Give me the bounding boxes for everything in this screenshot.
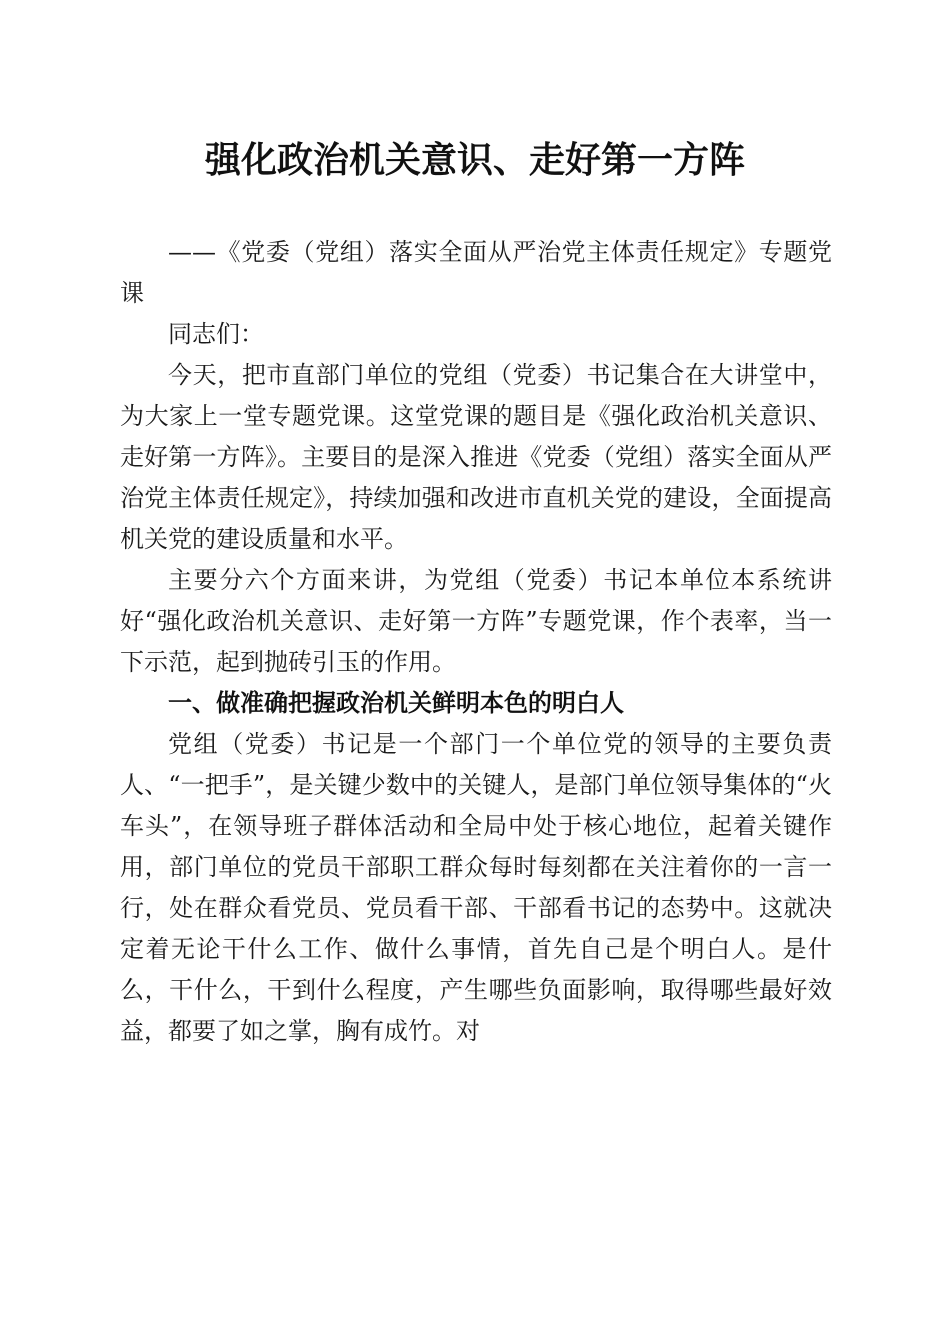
document-title: 强化政治机关意识、走好第一方阵 [204,139,745,181]
salutation: 同志们： [168,320,264,348]
document-subtitle: ——《党委（党组）落实全面从严治党主体责任规定》专题党课 [120,238,832,307]
document-body [120,232,832,1052]
paragraph-outline: 主要分六个方面来讲，为党组（党委）书记本单位本系统讲好“强化政治机关意识、走好第一方阵”专题党课，作个表率，当一下示范，起到抛砖引玉的作用。 [120,566,832,676]
section-paragraph: 党组（党委）书记是一个部门一个单位党的领导的主要负责人、“一把手”，是关键少数中的关键人，是部门单位领导集体的“火车头”，在领导班子群体活动和全局中处于核心地位，起着关键作用，部门单位的党员干部职工群众每时每刻都在关注着你的一言一行，处在群众看党员、党员看干部、干部看书记的态势中。这就决定着无论干什么工作、做什么事情，首先自己是个明白人。是什么，干什么，干到什么程度，产生哪些负面影响，取得哪些最好效益，都要了如之掌，胸有成竹。对 [120,730,832,1045]
section-heading: 一、做准确把握政治机关鲜明本色的明白人 [168,689,624,717]
paragraph-intro: 今天，把市直部门单位的党组（党委）书记集合在大讲堂中，为大家上一堂专题党课。这堂党课的题目是《强化政治机关意识、走好第一方阵》。主要目的是深入推进《党委（党组）落实全面从严治党主体责任规定》，持续加强和改进市直机关党的建设，全面提高机关党的建设质量和水平。 [120,361,832,553]
